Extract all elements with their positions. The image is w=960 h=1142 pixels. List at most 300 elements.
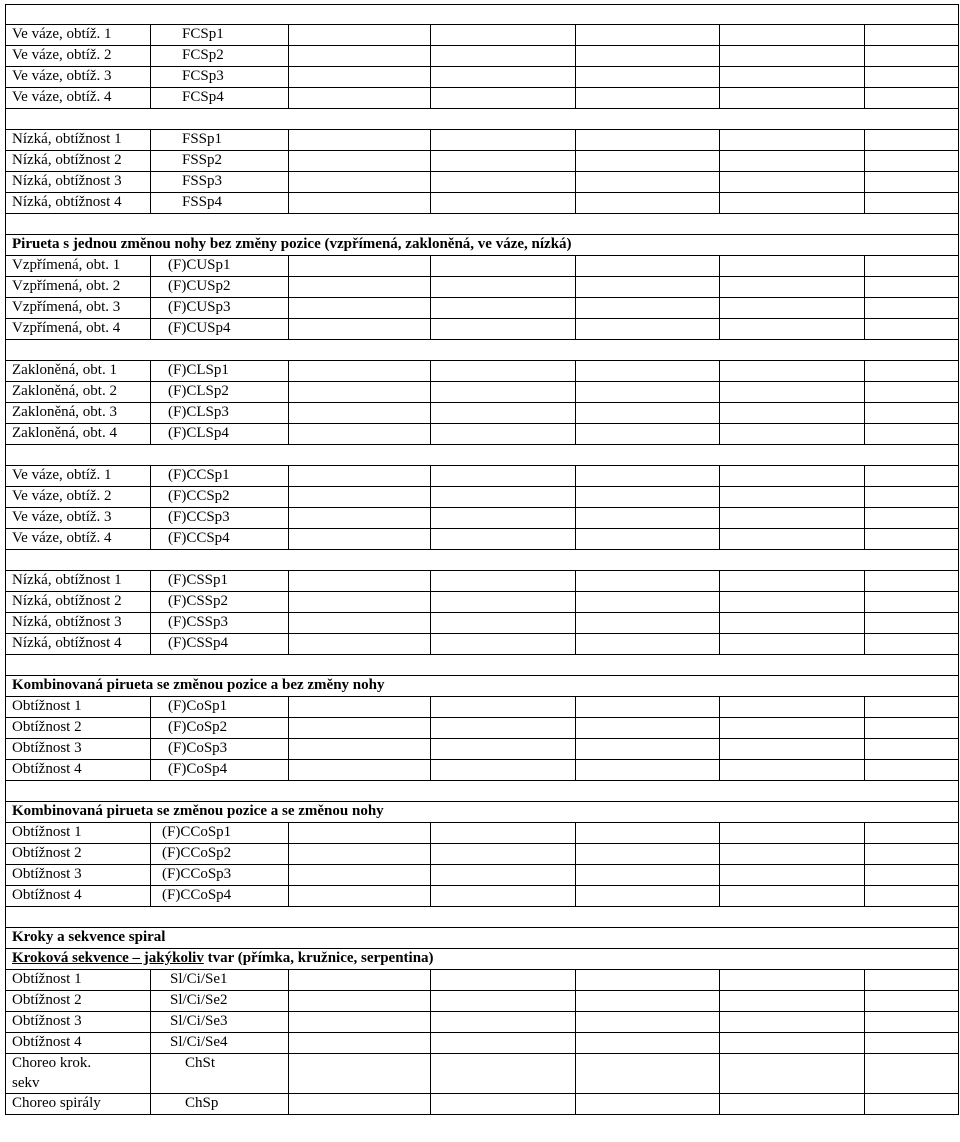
table-rule <box>288 255 289 276</box>
table-rule <box>5 1053 959 1054</box>
table-rule <box>430 171 431 192</box>
table-rule <box>288 486 289 507</box>
table-rule <box>150 843 151 864</box>
element-label: Vzpřímená, obt. 4 <box>12 320 121 336</box>
table-rule <box>719 192 720 213</box>
table-rule <box>958 444 959 465</box>
table-rule <box>958 1053 959 1093</box>
table-rule <box>150 570 151 591</box>
element-label: Vzpřímená, obt. 1 <box>12 257 121 273</box>
table-rule <box>430 612 431 633</box>
element-label: Obtížnost 4 <box>12 761 82 777</box>
element-code: FCSp2 <box>182 47 224 63</box>
table-rule <box>719 507 720 528</box>
table-rule <box>864 1053 865 1093</box>
table-rule <box>864 528 865 549</box>
table-rule <box>5 45 6 66</box>
table-rule <box>430 423 431 444</box>
table-rule <box>864 129 865 150</box>
table-rule <box>430 1093 431 1114</box>
table-rule <box>288 843 289 864</box>
table-rule <box>430 591 431 612</box>
table-rule <box>958 4 959 24</box>
table-rule <box>864 1093 865 1114</box>
table-rule <box>288 696 289 717</box>
table-rule <box>5 129 6 150</box>
table-rule <box>5 675 6 696</box>
table-rule <box>719 843 720 864</box>
table-rule <box>575 192 576 213</box>
table-rule <box>150 486 151 507</box>
table-rule <box>864 1032 865 1053</box>
table-rule <box>150 612 151 633</box>
table-rule <box>430 381 431 402</box>
table-rule <box>5 570 959 571</box>
table-rule <box>430 402 431 423</box>
table-rule <box>719 24 720 45</box>
table-rule <box>719 969 720 990</box>
table-rule <box>5 1114 959 1115</box>
table-rule <box>5 885 6 906</box>
table-rule <box>958 192 959 213</box>
element-code: (F)CSSp2 <box>168 593 229 609</box>
table-rule <box>864 1011 865 1032</box>
table-rule <box>958 696 959 717</box>
table-rule <box>958 276 959 297</box>
table-rule <box>575 381 576 402</box>
element-code: (F)CLSp3 <box>168 404 229 420</box>
table-rule <box>958 465 959 486</box>
table-rule <box>430 1011 431 1032</box>
table-rule <box>5 633 959 634</box>
table-rule <box>288 45 289 66</box>
table-rule <box>719 822 720 843</box>
table-rule <box>719 276 720 297</box>
table-rule <box>150 1032 151 1053</box>
table-rule <box>5 906 6 927</box>
table-rule <box>5 612 959 613</box>
table-rule <box>430 297 431 318</box>
table-rule <box>5 297 6 318</box>
table-rule <box>5 360 959 361</box>
table-rule <box>150 45 151 66</box>
element-label: Obtížnost 1 <box>12 698 82 714</box>
table-rule <box>5 381 6 402</box>
table-rule <box>575 570 576 591</box>
table-rule <box>719 738 720 759</box>
element-code: (F)CUSp2 <box>168 278 231 294</box>
table-rule <box>5 822 959 823</box>
table-rule <box>575 465 576 486</box>
table-rule <box>5 927 6 948</box>
table-rule <box>288 360 289 381</box>
table-rule <box>430 1032 431 1053</box>
table-rule <box>575 24 576 45</box>
table-rule <box>864 990 865 1011</box>
table-rule <box>150 1011 151 1032</box>
table-rule <box>5 843 6 864</box>
table-rule <box>575 276 576 297</box>
table-rule <box>150 318 151 339</box>
table-rule <box>5 1093 6 1114</box>
subheading-rest: tvar (přímka, kružnice, serpentina) <box>203 950 434 966</box>
table-rule <box>5 759 959 760</box>
element-label: Ve váze, obtíž. 2 <box>12 488 112 504</box>
table-rule <box>575 738 576 759</box>
table-rule <box>288 885 289 906</box>
table-rule <box>5 717 959 718</box>
table-rule <box>5 213 959 214</box>
table-rule <box>5 318 6 339</box>
table-rule <box>719 612 720 633</box>
table-rule <box>5 381 959 382</box>
element-code: (F)CSSp3 <box>168 614 229 630</box>
table-rule <box>575 87 576 108</box>
table-rule <box>719 591 720 612</box>
section-heading: Kombinovaná pirueta se změnou pozice a se změnou nohy <box>12 803 384 819</box>
table-rule <box>288 318 289 339</box>
table-rule <box>958 948 959 969</box>
table-rule <box>719 87 720 108</box>
element-code: FSSp2 <box>182 152 223 168</box>
element-label: Obtížnost 1 <box>12 971 82 987</box>
table-rule <box>958 906 959 927</box>
table-rule <box>575 843 576 864</box>
table-rule <box>5 591 6 612</box>
table-rule <box>5 66 6 87</box>
table-rule <box>430 696 431 717</box>
table-rule <box>719 1093 720 1114</box>
table-rule <box>864 402 865 423</box>
table-rule <box>5 570 6 591</box>
table-rule <box>150 402 151 423</box>
element-code: (F)CUSp1 <box>168 257 231 273</box>
table-rule <box>864 381 865 402</box>
table-rule <box>430 864 431 885</box>
table-rule <box>575 759 576 780</box>
table-rule <box>430 360 431 381</box>
table-rule <box>864 171 865 192</box>
element-label: Zakloněná, obt. 2 <box>12 383 117 399</box>
table-rule <box>958 213 959 234</box>
table-rule <box>5 1053 6 1093</box>
table-rule <box>5 1011 6 1032</box>
table-rule <box>719 864 720 885</box>
table-rule <box>5 423 6 444</box>
table-rule <box>5 801 959 802</box>
table-rule <box>430 150 431 171</box>
table-rule <box>288 570 289 591</box>
table-rule <box>958 780 959 801</box>
table-rule <box>5 339 6 360</box>
table-rule <box>5 465 959 466</box>
table-rule <box>430 45 431 66</box>
table-rule <box>5 192 959 193</box>
table-rule <box>288 297 289 318</box>
table-rule <box>958 507 959 528</box>
table-rule <box>5 738 959 739</box>
table-rule <box>864 24 865 45</box>
table-rule <box>958 822 959 843</box>
element-code: Sl/Ci/Se4 <box>170 1034 228 1050</box>
table-rule <box>430 192 431 213</box>
table-rule <box>430 66 431 87</box>
table-rule <box>958 654 959 675</box>
table-rule <box>958 591 959 612</box>
element-code: FCSp4 <box>182 89 224 105</box>
element-code: (F)CSSp1 <box>168 572 229 588</box>
table-rule <box>5 318 959 319</box>
table-rule <box>5 528 6 549</box>
element-label: Ve váze, obtíž. 3 <box>12 68 112 84</box>
table-rule <box>430 738 431 759</box>
table-rule <box>719 402 720 423</box>
table-rule <box>288 24 289 45</box>
table-rule <box>5 129 959 130</box>
table-rule <box>288 990 289 1011</box>
table-rule <box>864 843 865 864</box>
table-rule <box>150 87 151 108</box>
table-rule <box>5 213 6 234</box>
table-rule <box>958 633 959 654</box>
table-rule <box>150 990 151 1011</box>
table-rule <box>288 402 289 423</box>
table-rule <box>430 633 431 654</box>
table-rule <box>864 864 865 885</box>
table-rule <box>150 423 151 444</box>
table-rule <box>288 633 289 654</box>
table-rule <box>864 885 865 906</box>
table-rule <box>5 276 6 297</box>
table-rule <box>430 486 431 507</box>
element-label: Zakloněná, obt. 3 <box>12 404 117 420</box>
table-rule <box>5 948 6 969</box>
table-rule <box>864 570 865 591</box>
table-rule <box>150 885 151 906</box>
table-rule <box>719 990 720 1011</box>
table-rule <box>958 339 959 360</box>
table-rule <box>864 969 865 990</box>
table-rule <box>958 1011 959 1032</box>
table-rule <box>150 24 151 45</box>
table-rule <box>719 171 720 192</box>
element-label: Nízká, obtížnost 2 <box>12 152 122 168</box>
element-label: Ve váze, obtíž. 1 <box>12 467 112 483</box>
table-rule <box>430 885 431 906</box>
table-rule <box>575 822 576 843</box>
table-rule <box>430 318 431 339</box>
table-rule <box>958 87 959 108</box>
table-rule <box>958 801 959 822</box>
table-rule <box>5 297 959 298</box>
element-code: (F)CSSp4 <box>168 635 229 651</box>
table-rule <box>5 360 6 381</box>
element-label: Nízká, obtížnost 4 <box>12 194 122 210</box>
table-rule <box>719 1032 720 1053</box>
table-rule <box>5 444 959 445</box>
table-rule <box>864 276 865 297</box>
table-rule <box>958 717 959 738</box>
element-label: Ve váze, obtíž. 1 <box>12 26 112 42</box>
table-rule <box>958 990 959 1011</box>
table-rule <box>575 297 576 318</box>
table-rule <box>150 1053 151 1093</box>
table-rule <box>719 45 720 66</box>
table-rule <box>150 465 151 486</box>
table-rule <box>958 885 959 906</box>
table-rule <box>288 759 289 780</box>
table-rule <box>288 129 289 150</box>
table-rule <box>288 66 289 87</box>
element-code: (F)CoSp1 <box>168 698 228 714</box>
table-rule <box>719 150 720 171</box>
element-label: Nízká, obtížnost 3 <box>12 614 122 630</box>
table-rule <box>5 171 6 192</box>
element-code: (F)CUSp3 <box>168 299 231 315</box>
table-rule <box>5 696 6 717</box>
table-rule <box>430 570 431 591</box>
table-rule <box>5 927 959 928</box>
section-heading: Kombinovaná pirueta se změnou pozice a bez změny nohy <box>12 677 385 693</box>
element-code: (F)CCoSp1 <box>162 824 232 840</box>
element-label: Obtížnost 3 <box>12 740 82 756</box>
table-rule <box>719 1011 720 1032</box>
table-rule <box>150 171 151 192</box>
table-rule <box>5 24 959 25</box>
table-rule <box>958 423 959 444</box>
table-rule <box>5 234 959 235</box>
table-rule <box>288 717 289 738</box>
table-rule <box>575 969 576 990</box>
table-rule <box>575 990 576 1011</box>
table-rule <box>864 822 865 843</box>
table-rule <box>5 864 6 885</box>
table-rule <box>5 822 6 843</box>
table-rule <box>5 87 959 88</box>
table-rule <box>575 66 576 87</box>
element-code: (F)CCoSp4 <box>162 887 232 903</box>
element-label: Ve váze, obtíž. 2 <box>12 47 112 63</box>
table-rule <box>864 738 865 759</box>
table-rule <box>150 297 151 318</box>
element-label: Nízká, obtížnost 2 <box>12 593 122 609</box>
table-rule <box>430 528 431 549</box>
table-rule <box>150 969 151 990</box>
table-rule <box>5 633 6 654</box>
element-code: (F)CLSp2 <box>168 383 229 399</box>
table-rule <box>430 969 431 990</box>
table-rule <box>150 633 151 654</box>
table-rule <box>150 696 151 717</box>
table-rule <box>288 969 289 990</box>
table-rule <box>288 864 289 885</box>
table-rule <box>864 591 865 612</box>
table-rule <box>150 276 151 297</box>
table-rule <box>430 1053 431 1093</box>
table-rule <box>288 381 289 402</box>
table-rule <box>958 381 959 402</box>
table-rule <box>864 696 865 717</box>
element-label: Vzpřímená, obt. 2 <box>12 278 121 294</box>
table-rule <box>958 234 959 255</box>
table-rule <box>150 591 151 612</box>
table-rule <box>150 507 151 528</box>
table-rule <box>5 969 959 970</box>
element-code: (F)CoSp4 <box>168 761 228 777</box>
element-label: Nízká, obtížnost 1 <box>12 572 122 588</box>
table-rule <box>864 486 865 507</box>
element-code: (F)CCoSp3 <box>162 866 232 882</box>
table-rule <box>5 108 959 109</box>
table-rule <box>958 24 959 45</box>
table-rule <box>864 192 865 213</box>
element-code: FCSp1 <box>182 26 224 42</box>
table-rule <box>5 864 959 865</box>
table-rule <box>719 66 720 87</box>
subheading-underlined: Kroková sekvence – jakýkoliv <box>12 950 204 966</box>
table-rule <box>5 885 959 886</box>
table-rule <box>958 549 959 570</box>
table-rule <box>5 780 6 801</box>
table-rule <box>288 276 289 297</box>
table-rule <box>958 171 959 192</box>
table-rule <box>864 717 865 738</box>
element-code: (F)CUSp4 <box>168 320 231 336</box>
table-rule <box>575 423 576 444</box>
table-rule <box>864 612 865 633</box>
table-rule <box>958 255 959 276</box>
table-rule <box>5 255 6 276</box>
element-code: (F)CoSp2 <box>168 719 228 735</box>
table-rule <box>719 381 720 402</box>
element-code: (F)CCSp4 <box>168 530 230 546</box>
table-rule <box>5 759 6 780</box>
table-rule <box>5 549 959 550</box>
element-code: ChSp <box>185 1095 219 1111</box>
table-rule <box>150 822 151 843</box>
element-code: FSSp3 <box>182 173 223 189</box>
table-rule <box>430 717 431 738</box>
element-label: Obtížnost 2 <box>12 845 82 861</box>
element-label: Obtížnost 2 <box>12 719 82 735</box>
table-rule <box>430 843 431 864</box>
table-rule <box>5 528 959 529</box>
table-rule <box>150 129 151 150</box>
table-rule <box>958 129 959 150</box>
table-rule <box>5 339 959 340</box>
element-label: Nízká, obtížnost 3 <box>12 173 122 189</box>
table-rule <box>958 759 959 780</box>
table-rule <box>288 507 289 528</box>
table-rule <box>5 990 959 991</box>
table-rule <box>958 843 959 864</box>
table-rule <box>5 45 959 46</box>
table-rule <box>958 45 959 66</box>
table-rule <box>5 171 959 172</box>
table-rule <box>719 528 720 549</box>
table-rule <box>575 255 576 276</box>
element-label: Obtížnost 3 <box>12 1013 82 1029</box>
element-label: Zakloněná, obt. 1 <box>12 362 117 378</box>
table-rule <box>430 24 431 45</box>
table-rule <box>575 402 576 423</box>
table-rule <box>430 465 431 486</box>
table-rule <box>5 234 6 255</box>
table-rule <box>958 402 959 423</box>
table-rule <box>5 1093 959 1094</box>
table-rule <box>5 4 959 5</box>
table-rule <box>5 24 6 45</box>
